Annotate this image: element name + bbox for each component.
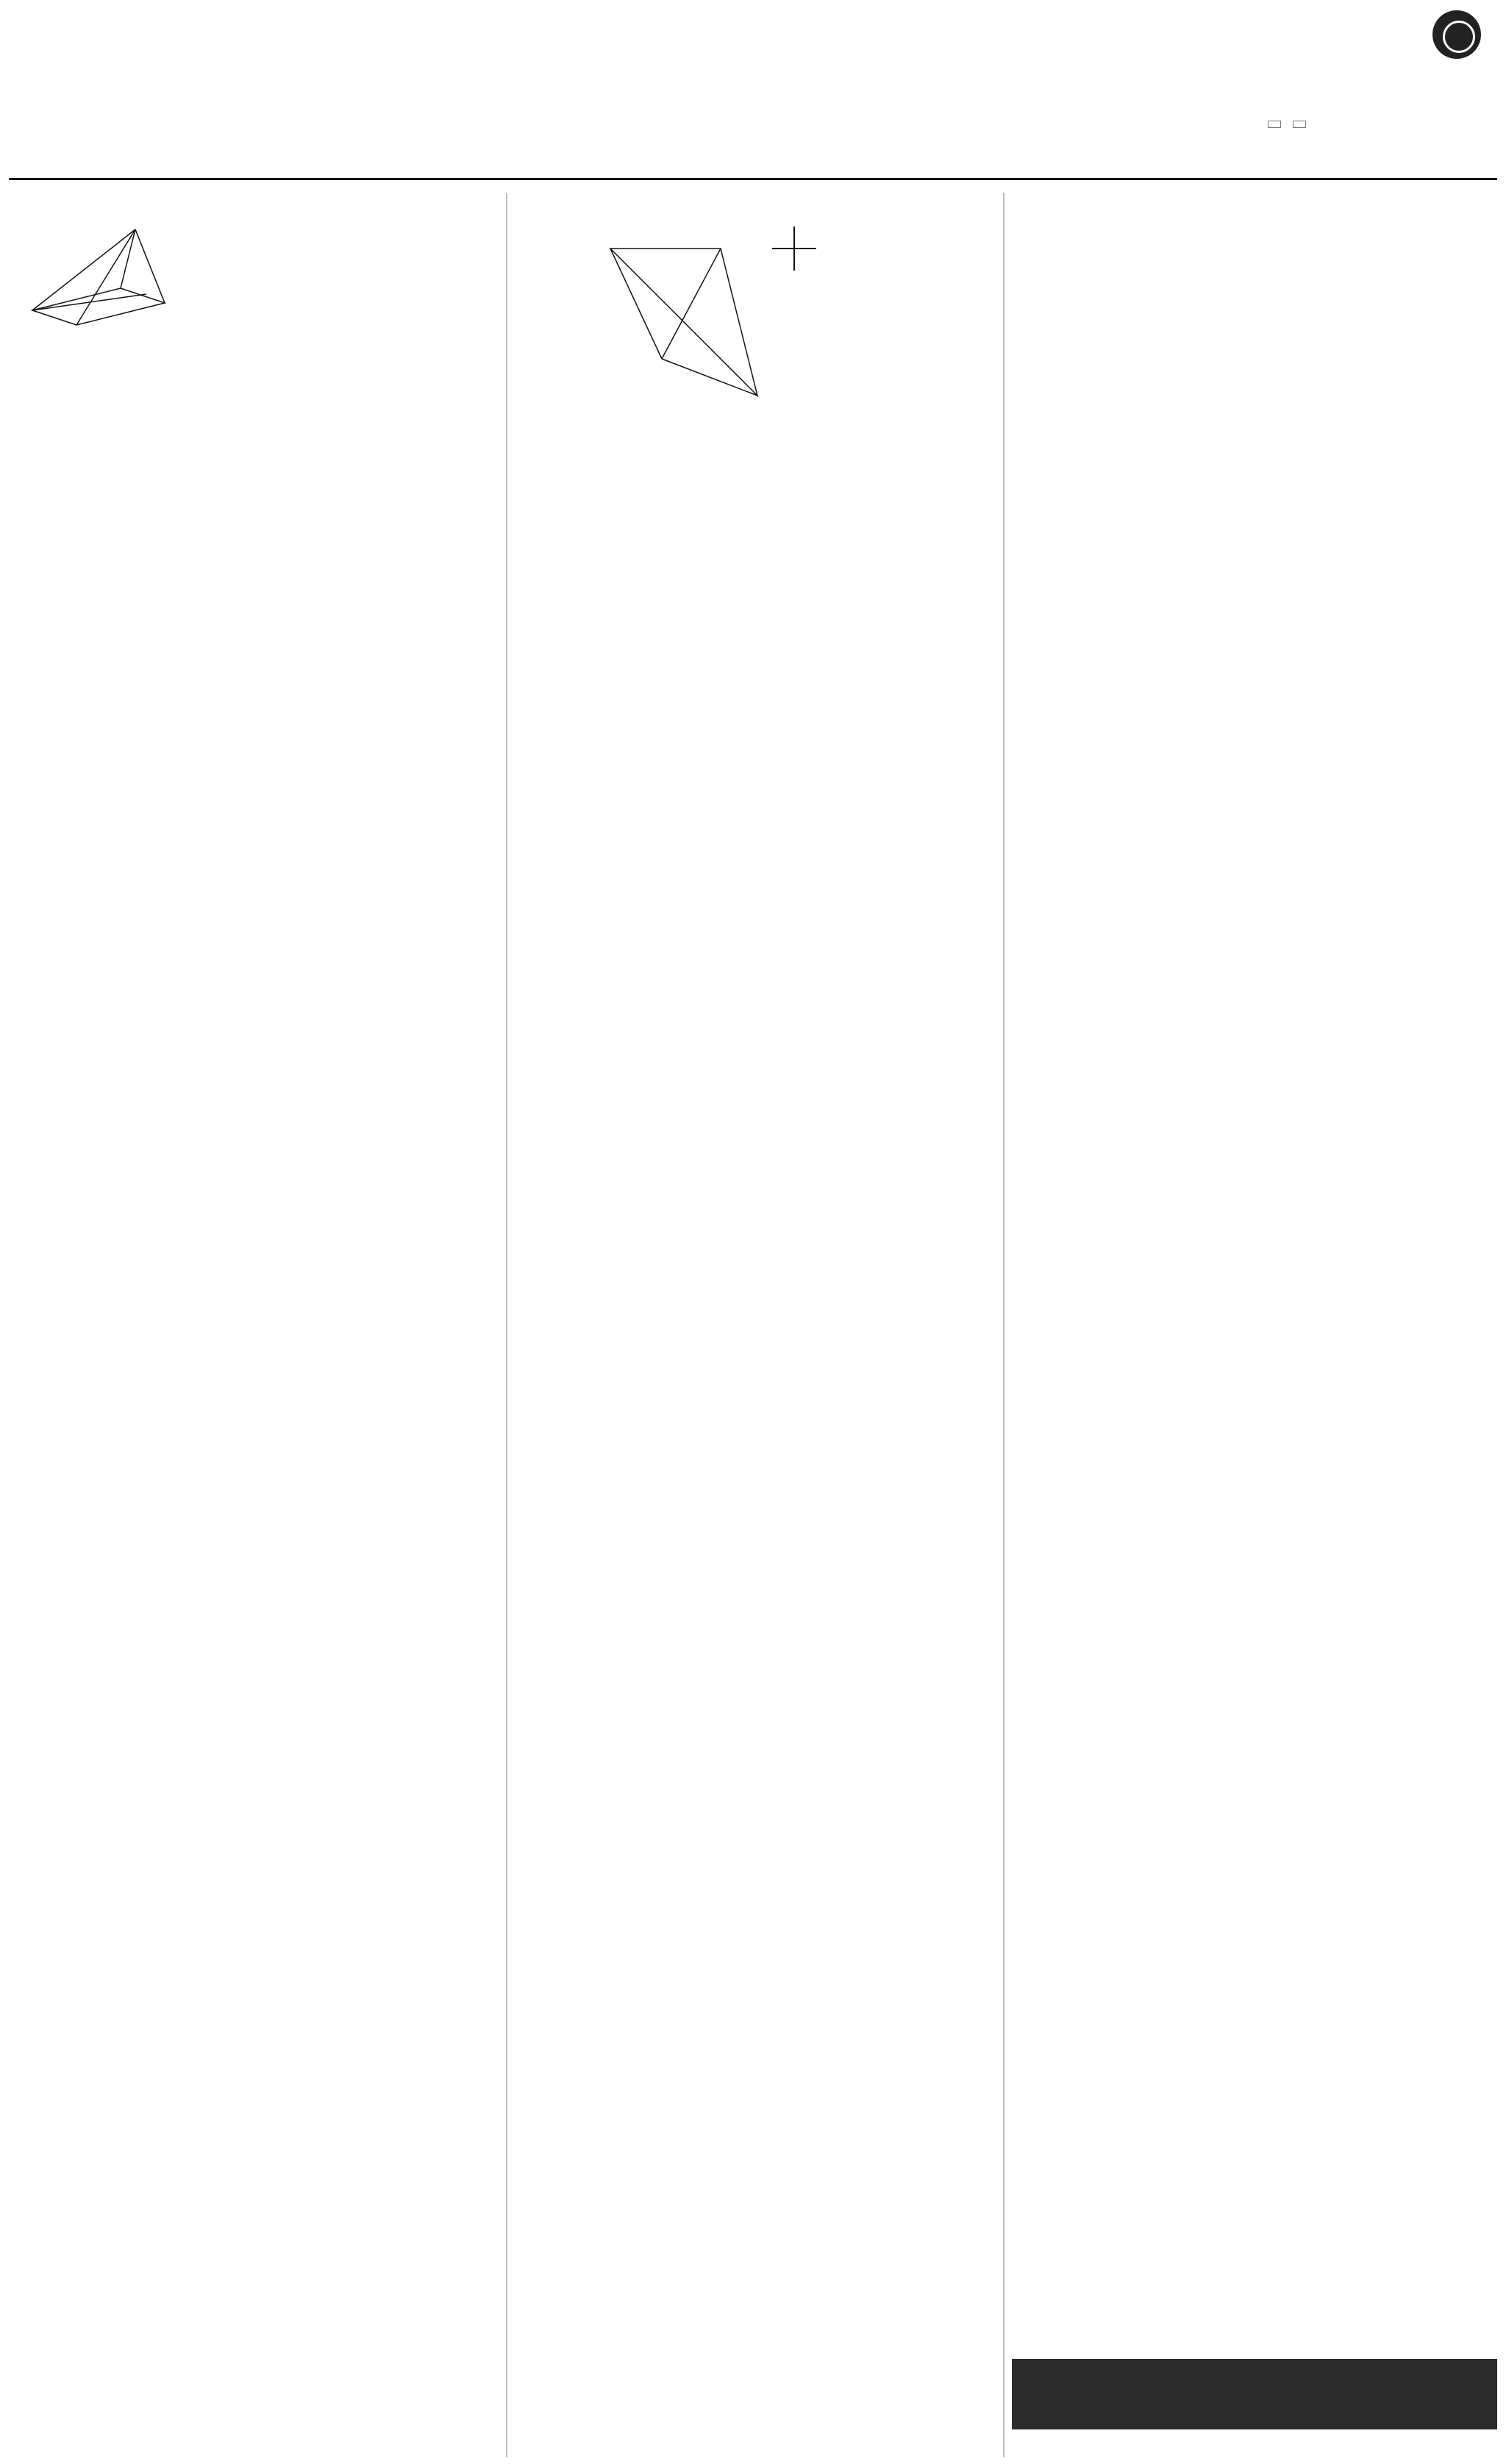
partner-logos	[1268, 121, 1306, 128]
column-divider	[506, 193, 507, 2457]
sponsor-block	[1238, 10, 1488, 165]
parallelogram-diagram	[18, 215, 209, 340]
header-rule	[9, 178, 1497, 180]
column-1	[18, 199, 496, 353]
trig-diagram	[515, 219, 824, 410]
crest-logo-icon	[1432, 10, 1481, 59]
column-3	[1012, 199, 1491, 226]
column-divider	[1003, 193, 1004, 2457]
masthead	[0, 0, 1506, 176]
nvpc-logo	[1268, 121, 1281, 128]
footer-banner	[1012, 2359, 1497, 2429]
column-2	[515, 199, 994, 422]
naluri-logo	[1293, 121, 1306, 128]
